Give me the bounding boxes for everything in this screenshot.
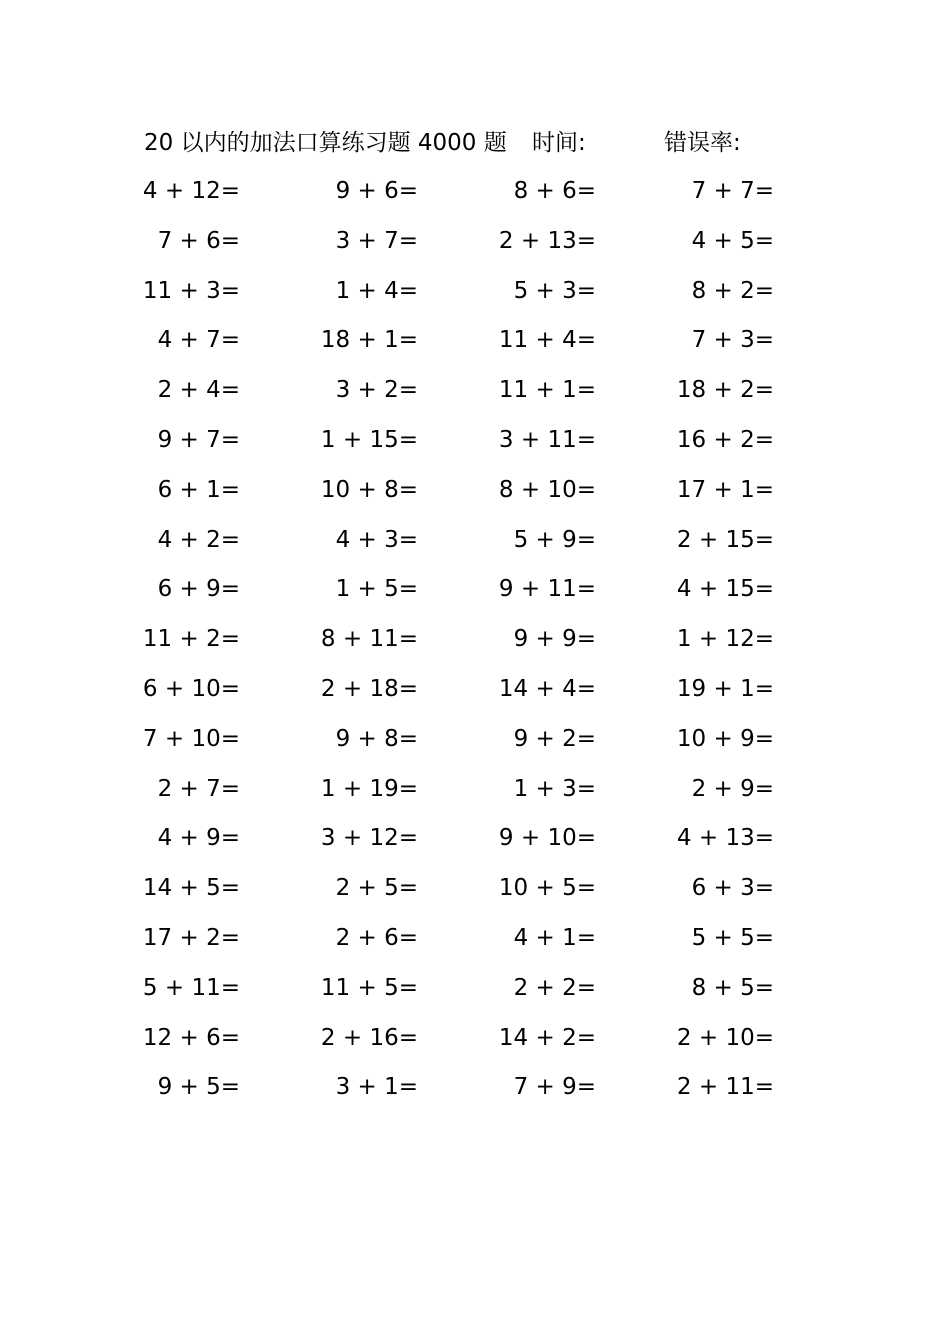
addition-problem: 11 + 4=	[498, 327, 596, 354]
addition-problem: 2 + 18=	[320, 675, 418, 702]
addition-problem: 2 + 9=	[691, 775, 774, 802]
addition-problem: 5 + 3=	[513, 277, 596, 304]
problem-row	[0, 871, 950, 921]
addition-problem: 4 + 12=	[142, 178, 240, 204]
addition-problem: 2 + 16=	[320, 1024, 418, 1051]
time-label: 时间:	[532, 130, 586, 156]
addition-problem: 18 + 2=	[676, 377, 774, 404]
addition-problem: 7 + 9=	[513, 1074, 596, 1101]
problem-row	[0, 473, 950, 523]
addition-problem: 9 + 5=	[157, 1074, 240, 1101]
addition-problem: 17 + 1=	[676, 476, 774, 503]
addition-problem: 8 + 5=	[691, 974, 774, 1001]
addition-problem: 7 + 3=	[691, 327, 774, 354]
problem-row	[0, 174, 950, 224]
addition-problem: 9 + 11=	[498, 576, 596, 603]
problem-row	[0, 722, 950, 772]
addition-problem: 4 + 5=	[691, 227, 774, 254]
addition-problem: 4 + 15=	[676, 576, 774, 603]
addition-problem: 1 + 3=	[513, 775, 596, 802]
addition-problem: 4 + 3=	[335, 526, 418, 553]
addition-problem: 9 + 6=	[335, 178, 418, 204]
addition-problem: 5 + 9=	[513, 526, 596, 553]
addition-problem: 18 + 1=	[320, 327, 418, 354]
addition-problem: 11 + 5=	[320, 974, 418, 1001]
addition-problem: 9 + 7=	[157, 426, 240, 453]
addition-problem: 8 + 6=	[513, 178, 596, 204]
addition-problem: 2 + 5=	[335, 875, 418, 902]
addition-problem: 3 + 12=	[320, 825, 418, 852]
addition-problem: 14 + 4=	[498, 675, 596, 702]
addition-problem: 5 + 5=	[691, 924, 774, 951]
addition-problem: 3 + 11=	[498, 426, 596, 453]
addition-problem: 2 + 6=	[335, 924, 418, 951]
error-rate-label: 错误率:	[664, 130, 741, 156]
addition-problem: 7 + 6=	[157, 227, 240, 254]
problem-row	[0, 274, 950, 324]
addition-problem: 2 + 4=	[157, 377, 240, 404]
problem-row	[0, 373, 950, 423]
addition-problem: 6 + 9=	[157, 576, 240, 603]
addition-problem: 1 + 5=	[335, 576, 418, 603]
addition-problem: 2 + 11=	[676, 1074, 774, 1101]
addition-problem: 7 + 7=	[691, 178, 774, 204]
addition-problem: 9 + 9=	[513, 626, 596, 653]
addition-problem: 3 + 2=	[335, 377, 418, 404]
addition-problem: 4 + 7=	[157, 327, 240, 354]
addition-problem: 8 + 2=	[691, 277, 774, 304]
addition-problem: 10 + 8=	[320, 476, 418, 503]
addition-problem: 14 + 2=	[498, 1024, 596, 1051]
addition-problem: 1 + 12=	[676, 626, 774, 653]
worksheet-title: 20 以内的加法口算练习题 4000 题	[144, 130, 507, 156]
worksheet-header	[0, 126, 950, 160]
addition-problem: 8 + 10=	[498, 476, 596, 503]
addition-problem: 17 + 2=	[142, 924, 240, 951]
addition-problem: 10 + 5=	[498, 875, 596, 902]
addition-problem: 9 + 10=	[498, 825, 596, 852]
addition-problem: 6 + 10=	[142, 675, 240, 702]
addition-problem: 11 + 2=	[142, 626, 240, 653]
problem-row	[0, 323, 950, 373]
addition-problem: 4 + 13=	[676, 825, 774, 852]
addition-problem: 3 + 1=	[335, 1074, 418, 1101]
addition-problem: 5 + 11=	[142, 974, 240, 1001]
addition-problem: 2 + 2=	[513, 974, 596, 1001]
problem-row	[0, 622, 950, 672]
addition-problem: 9 + 8=	[335, 725, 418, 752]
addition-problem: 12 + 6=	[142, 1024, 240, 1051]
addition-problem: 2 + 13=	[498, 227, 596, 254]
addition-problem: 4 + 1=	[513, 924, 596, 951]
addition-problem: 2 + 15=	[676, 526, 774, 553]
problem-row	[0, 971, 950, 1021]
addition-problem: 19 + 1=	[676, 675, 774, 702]
addition-problem: 8 + 11=	[320, 626, 418, 653]
addition-problem: 2 + 10=	[676, 1024, 774, 1051]
addition-problem: 14 + 5=	[142, 875, 240, 902]
problem-row	[0, 772, 950, 822]
problem-grid	[0, 174, 950, 1120]
addition-problem: 11 + 3=	[142, 277, 240, 304]
addition-problem: 6 + 3=	[691, 875, 774, 902]
addition-problem: 16 + 2=	[676, 426, 774, 453]
addition-problem: 1 + 15=	[320, 426, 418, 453]
addition-problem: 4 + 9=	[157, 825, 240, 852]
problem-row	[0, 1021, 950, 1071]
problem-row	[0, 523, 950, 573]
addition-problem: 11 + 1=	[498, 377, 596, 404]
addition-problem: 7 + 10=	[142, 725, 240, 752]
addition-problem: 1 + 4=	[335, 277, 418, 304]
addition-problem: 4 + 2=	[157, 526, 240, 553]
addition-problem: 10 + 9=	[676, 725, 774, 752]
addition-problem: 6 + 1=	[157, 476, 240, 503]
addition-problem: 1 + 19=	[320, 775, 418, 802]
problem-row	[0, 1070, 950, 1120]
problem-row	[0, 921, 950, 971]
problem-row	[0, 423, 950, 473]
problem-row	[0, 224, 950, 274]
addition-problem: 3 + 7=	[335, 227, 418, 254]
problem-row	[0, 572, 950, 622]
addition-problem: 2 + 7=	[157, 775, 240, 802]
problem-row	[0, 821, 950, 871]
problem-row	[0, 672, 950, 722]
addition-problem: 9 + 2=	[513, 725, 596, 752]
